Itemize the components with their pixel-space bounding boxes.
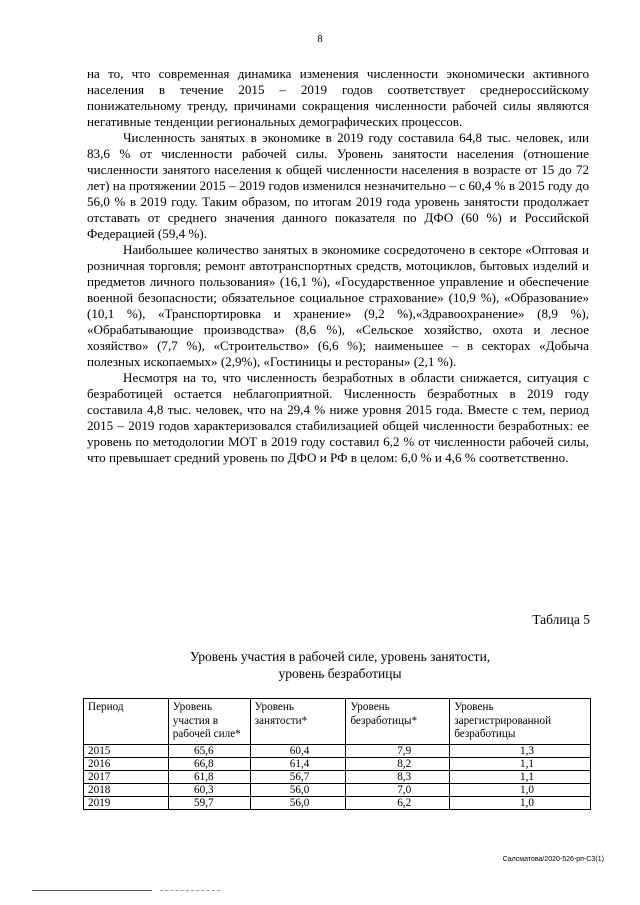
cell-participation: 61,8 <box>168 770 250 783</box>
header-participation: Уровень участия в рабочей силе* <box>168 699 250 745</box>
body-text <box>87 66 589 466</box>
cell-unemployment: 8,2 <box>346 757 450 770</box>
cell-employment: 61,4 <box>250 757 346 770</box>
cell-unemployment: 8,3 <box>346 770 450 783</box>
footer-divider <box>32 890 152 891</box>
paragraph: Численность занятых в экономике в 2019 году составила 64,8 тыс. человек, или 83,6 % от численности рабочей силы. Уровень занятости населения (отношение численности занятого населения к общей численности населения в возрасте от 15 до 72 лет) на протяжении 2015 – 2019 годов изменился незначительно – с 60,4 % в 2015 году до 56,0 % в 2019 году. Таким образом, по итогам 2019 года уровень занятости продолжает отставать от среднего значения данного показателя по ДФО (60 %) и Российской Федерацией (59,4 %). <box>87 130 589 241</box>
paragraph: на то, что современная динамика изменения численности экономически активного населения в течение 2015 – 2019 годов соответствует среднероссийскому понижательному тренду, причинами сокращения численности рабочей силы являются негативные тенденции региональных демографических процессов. <box>87 66 589 129</box>
cell-period: 2018 <box>84 783 169 796</box>
footer-divider <box>160 890 220 891</box>
table-row <box>84 744 591 757</box>
header-period: Период <box>84 699 169 745</box>
table-label: Таблица 5 <box>532 612 590 627</box>
cell-participation: 59,7 <box>168 796 250 809</box>
cell-participation: 66,8 <box>168 757 250 770</box>
cell-participation: 60,3 <box>168 783 250 796</box>
page-number: 8 <box>317 34 323 45</box>
table-title <box>150 648 530 682</box>
table-row <box>84 783 591 796</box>
cell-period: 2015 <box>84 744 169 757</box>
cell-registered: 1,3 <box>450 744 591 757</box>
cell-registered: 1,0 <box>450 796 591 809</box>
cell-employment: 56,7 <box>250 770 346 783</box>
cell-period: 2016 <box>84 757 169 770</box>
header-unemployment: Уровень безработицы* <box>346 699 450 745</box>
table-title-line: уровень безработицы <box>278 666 402 681</box>
cell-unemployment: 6,2 <box>346 796 450 809</box>
cell-registered: 1,0 <box>450 783 591 796</box>
cell-employment: 56,0 <box>250 796 346 809</box>
table-row <box>84 796 591 809</box>
paragraph: Наибольшее количество занятых в экономике сосредоточено в секторе «Оптовая и розничная торговля; ремонт автотранспортных средств, мотоциклов, бытовых изделий и предметов личного пользования» (16,1 %), «Государственное управление и обеспечение военной безопасности; обязательное социальное страхование» (10,9 %), «Образование» (10,1 %), «Транспортировка и хранение» (9,2 %),«Здравоохранение» (8,9 %), «Обрабатывающие производства» (8,6 %), «Сельское хозяйство, охота и лесное хозяйство» (7,7 %), «Строительство» (6,6 %); наименьшее – в секторах «Добыча полезных ископаемых» (2,9%), «Гостиницы и рестораны» (2,1 %). <box>87 242 589 369</box>
cell-unemployment: 7,0 <box>346 783 450 796</box>
cell-registered: 1,1 <box>450 770 591 783</box>
header-registered-unemployment: Уровень зарегистрированной безработицы <box>450 699 591 745</box>
table-row <box>84 757 591 770</box>
cell-period: 2017 <box>84 770 169 783</box>
table-header-row <box>84 699 591 745</box>
cell-period: 2019 <box>84 796 169 809</box>
header-employment: Уровень занятости* <box>250 699 346 745</box>
employment-table <box>83 698 591 810</box>
cell-registered: 1,1 <box>450 757 591 770</box>
table-row <box>84 770 591 783</box>
cell-unemployment: 7,9 <box>346 744 450 757</box>
cell-employment: 56,0 <box>250 783 346 796</box>
cell-participation: 65,6 <box>168 744 250 757</box>
cell-employment: 60,4 <box>250 744 346 757</box>
document-code: Салсматова/2020-526-рп-СЗ(1) <box>502 856 604 863</box>
table-title-line: Уровень участия в рабочей силе, уровень занятости, <box>189 649 491 664</box>
paragraph: Несмотря на то, что численность безработных в области снижается, ситуация с безработицей остается неблагоприятной. Численность безработных в 2019 году составила 4,8 тыс. человек, что на 29,4 % ниже уровня 2015 года. Вместе с тем, период 2015 – 2019 годов характеризовался стабилизацией общей численности безработных: ее уровень по методологии МОТ в 2019 году составил 6,2 % от численности рабочей силы, что превышает средний уровень по ДФО и РФ в целом: 6,0 % и 4,6 % соответственно. <box>87 370 589 465</box>
